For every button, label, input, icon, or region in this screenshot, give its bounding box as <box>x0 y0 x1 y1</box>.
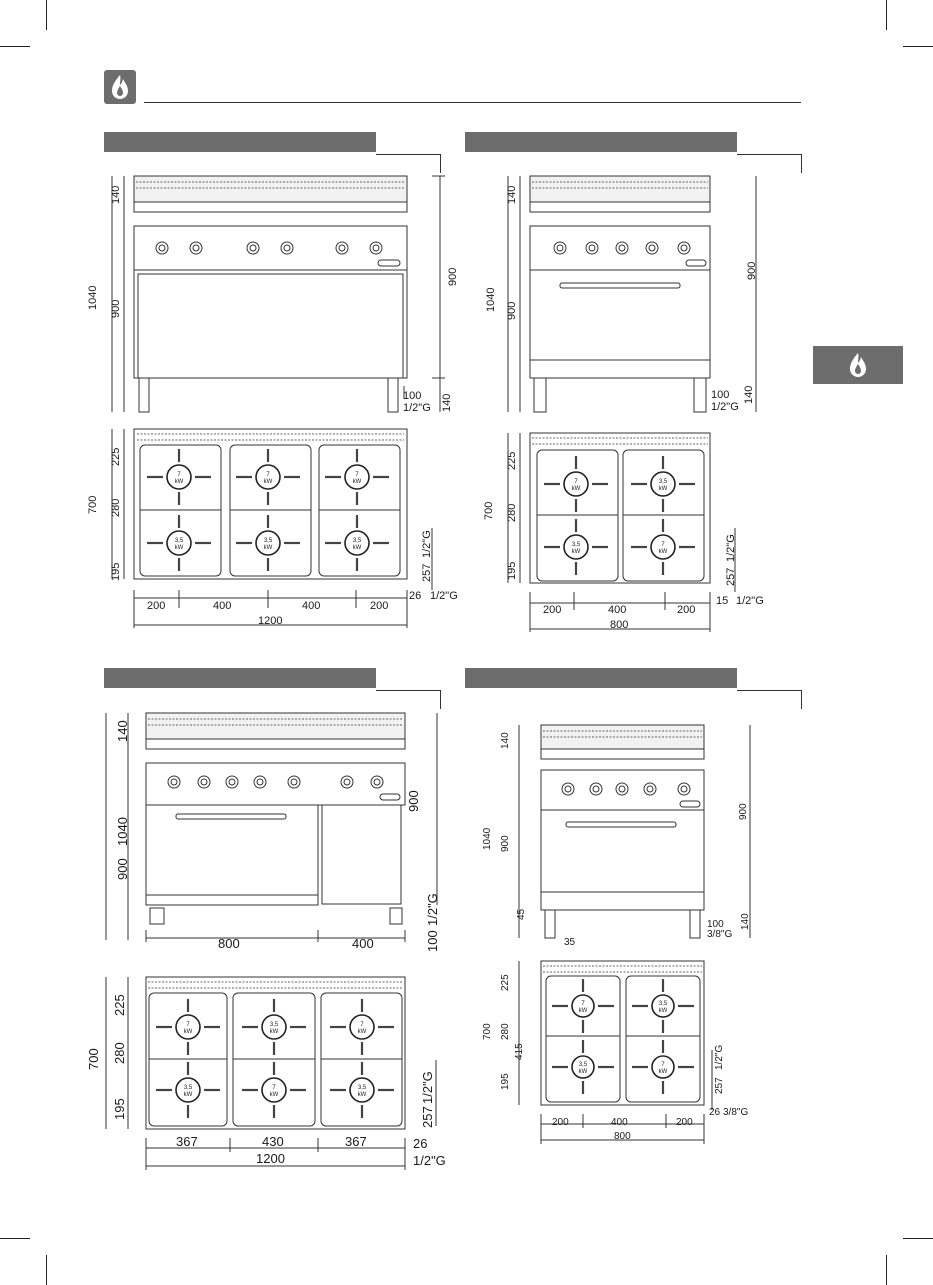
drawing-1-front <box>112 176 445 412</box>
d1-d2: 280 <box>110 498 122 517</box>
d4-depth: 700 <box>482 1023 493 1040</box>
burner-unit: kW <box>658 486 668 492</box>
d3-w1: 400 <box>352 936 374 951</box>
d3-total-width: 1200 <box>256 1151 285 1166</box>
d1-gas-offset: 257 <box>421 563 433 582</box>
burner-unit: kW <box>357 1029 367 1035</box>
burner-unit: kW <box>357 1092 367 1098</box>
burner-power: 7 <box>661 1062 665 1068</box>
d3-w1: 430 <box>262 1134 284 1149</box>
burner <box>544 519 608 575</box>
d1-bottom-offset: 26 <box>409 590 422 602</box>
drawing-2-knobs <box>554 242 690 254</box>
d2-bottom-offset: 15 <box>716 595 729 607</box>
burner-unit: kW <box>174 479 184 485</box>
d2-leg-height: 140 <box>743 385 755 404</box>
d4-gas-thread: 1/2"G <box>714 1044 725 1070</box>
d4-mid: 415 <box>514 1043 525 1060</box>
d3-worktop-height: 900 <box>406 790 421 812</box>
d3-total-height: 1040 <box>115 817 130 846</box>
d4-gas-height: 100 <box>707 919 724 930</box>
d1-gas-height: 100 <box>403 390 422 402</box>
burner-unit: kW <box>658 1008 668 1014</box>
d1-w0: 200 <box>147 600 166 612</box>
d4-d2: 280 <box>500 1023 511 1040</box>
d2-bottom-thread: 1/2"G <box>736 595 764 607</box>
drawing-1-top <box>112 429 432 628</box>
d1-total-height: 1040 <box>87 285 99 310</box>
d1-total-width: 1200 <box>258 615 283 627</box>
d1-w3: 200 <box>370 600 389 612</box>
d2-total-height: 1040 <box>485 287 497 312</box>
d2-w2: 200 <box>677 604 696 616</box>
d2-w1: 400 <box>608 604 627 616</box>
d3-gas-height: 100 <box>425 930 440 952</box>
d3-gas-size: 1/2"G <box>425 893 440 926</box>
d4-gas-offset: 257 <box>714 1077 725 1094</box>
burner <box>147 515 211 571</box>
d2-d2: 280 <box>506 503 518 522</box>
d3-w2: 367 <box>345 1134 367 1149</box>
burner-unit: kW <box>578 1069 588 1075</box>
burner <box>330 999 394 1055</box>
drawing-3-knobs <box>168 776 383 788</box>
d3-top-height: 140 <box>115 720 130 742</box>
d4-top-height: 140 <box>500 732 511 749</box>
burner-power: 7 <box>186 1022 190 1028</box>
burner-unit: kW <box>183 1029 193 1035</box>
burner-power: 3,5 <box>658 479 668 485</box>
burner <box>236 515 300 571</box>
burner-power: 3,5 <box>269 1022 279 1028</box>
d1-gas-size: 1/2"G <box>403 402 431 414</box>
burner <box>325 515 389 571</box>
d4-leg-height: 140 <box>740 913 751 930</box>
d3-w0: 800 <box>218 936 240 951</box>
d4-d1: 225 <box>500 974 511 991</box>
burner <box>632 1040 694 1094</box>
drawing-4-knobs <box>562 783 690 795</box>
burner-unit: kW <box>263 545 273 551</box>
d4-worktop-height: 900 <box>738 803 749 820</box>
d1-worktop-height: 900 <box>447 267 459 286</box>
burner <box>242 999 306 1055</box>
burner-power: 7 <box>272 1085 276 1091</box>
d1-leg-height: 140 <box>441 393 453 412</box>
d3-d3: 195 <box>112 1098 127 1120</box>
d1-depth: 700 <box>87 495 99 514</box>
d4-d45: 45 <box>516 908 527 920</box>
burner-power: 3,5 <box>263 538 273 544</box>
d2-gas-offset: 257 <box>725 567 737 586</box>
burner-unit: kW <box>571 486 581 492</box>
d1-top-height: 140 <box>110 185 122 204</box>
d4-d35: 35 <box>564 937 576 948</box>
burner <box>552 1040 614 1094</box>
d4-w0: 200 <box>552 1117 569 1128</box>
burner-power: 7 <box>661 542 665 548</box>
burner-unit: kW <box>183 1092 193 1098</box>
d3-body-height: 900 <box>115 858 130 880</box>
burner <box>156 999 220 1055</box>
d4-bottom-offset: 26 <box>709 1107 721 1118</box>
burner-power: 3,5 <box>183 1085 193 1091</box>
d1-gas-thread: 1/2"G <box>421 530 433 558</box>
d2-top-height: 140 <box>506 185 518 204</box>
d4-bottom-thread: 3/8"G <box>723 1107 749 1118</box>
d1-w1: 400 <box>213 600 232 612</box>
burner <box>330 1062 394 1118</box>
d2-d3: 195 <box>506 561 518 580</box>
burner <box>631 456 695 512</box>
burner-power: 3,5 <box>571 542 581 548</box>
d3-d2: 280 <box>112 1042 127 1064</box>
burner-unit: kW <box>263 479 273 485</box>
burner-power: 7 <box>177 472 181 478</box>
burner-power: 7 <box>355 472 359 478</box>
burner-power: 7 <box>360 1022 364 1028</box>
d3-bottom-thread: 1/2"G <box>413 1153 446 1168</box>
d3-d1: 225 <box>112 994 127 1016</box>
burner-unit: kW <box>269 1092 279 1098</box>
burner-power: 7 <box>266 472 270 478</box>
d3-gas-thread: 1/2"G <box>420 1071 435 1104</box>
burner <box>325 449 389 505</box>
d4-total-height: 1040 <box>482 827 493 850</box>
burner-power: 3,5 <box>174 538 184 544</box>
d2-total-width: 800 <box>610 619 629 631</box>
burner-unit: kW <box>352 479 362 485</box>
d1-d3: 195 <box>110 562 122 581</box>
burner-power: 3,5 <box>658 1001 668 1007</box>
burner-power: 3,5 <box>352 538 362 544</box>
burner <box>631 519 695 575</box>
burner <box>632 979 694 1033</box>
drawing-4-front <box>519 725 750 938</box>
d2-gas-thread: 1/2"G <box>725 534 737 562</box>
drawing-2-front <box>508 176 756 412</box>
burner <box>236 449 300 505</box>
burner-unit: kW <box>658 1069 668 1075</box>
d2-gas-height: 100 <box>711 389 730 401</box>
burner-power: 3,5 <box>578 1062 588 1068</box>
burner-unit: kW <box>578 1008 588 1014</box>
burner <box>544 456 608 512</box>
drawing-3-front <box>106 713 437 942</box>
d1-body-height: 900 <box>110 299 122 318</box>
d4-gas-size: 3/8"G <box>707 929 733 940</box>
d3-gas-offset: 257 <box>420 1106 435 1128</box>
d3-depth: 700 <box>86 1048 101 1070</box>
d4-body-height: 900 <box>500 835 511 852</box>
drawing-2-top <box>508 433 735 632</box>
burner-unit: kW <box>352 545 362 551</box>
d4-w1: 400 <box>611 1117 628 1128</box>
burner <box>242 1062 306 1118</box>
burner-power: 3,5 <box>357 1085 367 1091</box>
burner-unit: kW <box>571 549 581 555</box>
drawing-1-knobs <box>156 242 382 254</box>
d3-bottom-offset: 26 <box>413 1136 428 1151</box>
d4-d3: 195 <box>500 1073 511 1090</box>
d1-bottom-thread: 1/2"G <box>430 590 458 602</box>
d2-gas-size: 1/2"G <box>711 401 739 413</box>
d2-worktop-height: 900 <box>746 261 758 280</box>
d4-total-width: 800 <box>614 1131 631 1142</box>
burner-power: 7 <box>581 1001 585 1007</box>
burner <box>147 449 211 505</box>
d2-d1: 225 <box>506 451 518 470</box>
burner-unit: kW <box>658 549 668 555</box>
d1-d1: 225 <box>110 447 122 466</box>
d2-w0: 200 <box>543 604 562 616</box>
burner <box>156 1062 220 1118</box>
d4-w2: 200 <box>676 1117 693 1128</box>
burner-power: 7 <box>574 479 578 485</box>
d3-w0: 367 <box>176 1134 198 1149</box>
burner <box>552 979 614 1033</box>
burner-unit: kW <box>174 545 184 551</box>
d2-body-height: 900 <box>506 301 518 320</box>
d2-depth: 700 <box>483 501 495 520</box>
d1-w2: 400 <box>302 600 321 612</box>
burner-unit: kW <box>269 1029 279 1035</box>
